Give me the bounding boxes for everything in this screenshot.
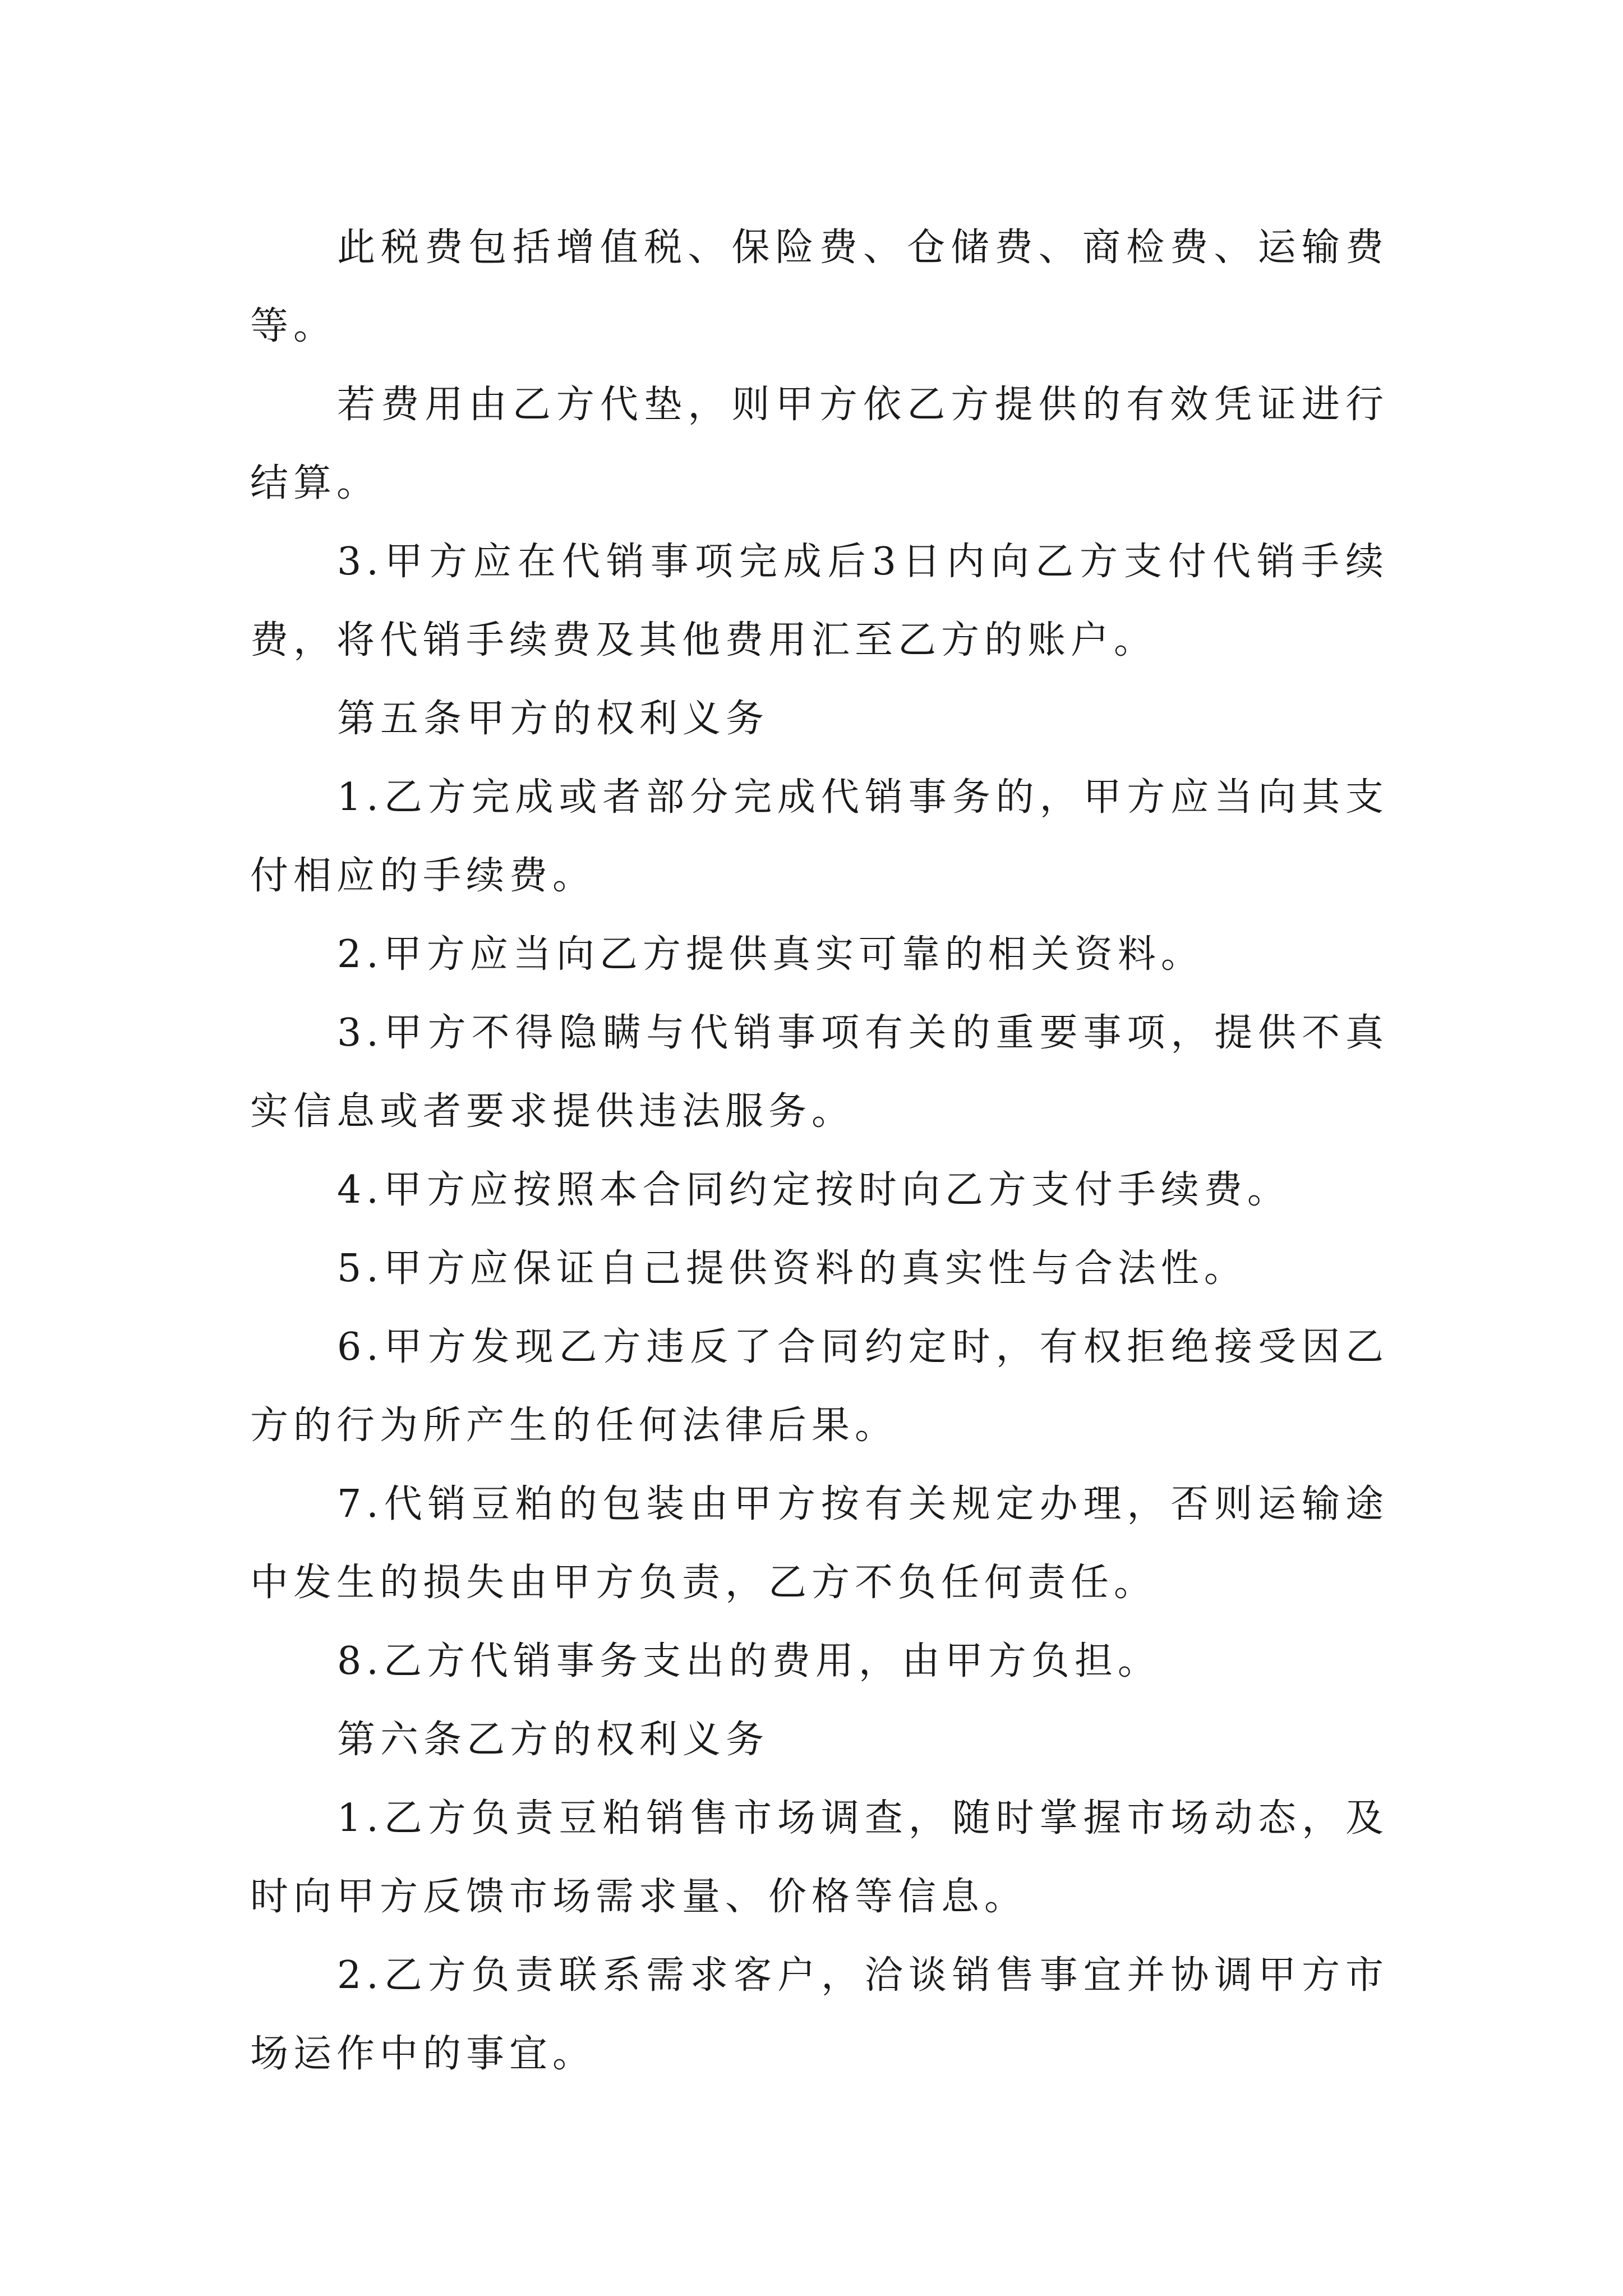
paragraph-advance-payment: 若费用由乙方代垫，则甲方依乙方提供的有效凭证进行结算。 bbox=[250, 383, 1389, 505]
paragraph-clause-5-6: 6.甲方发现乙方违反了合同约定时，有权拒绝接受因乙方的行为所产生的任何法律后果。 bbox=[250, 1325, 1389, 1448]
paragraph-clause-4-3: 3.甲方应在代销事项完成后3日内向乙方支付代销手续费，将代销手续费及其他费用汇至乙方的账户。 bbox=[250, 540, 1389, 662]
paragraph-clause-5-7: 7.代销豆粕的包装由甲方按有关规定办理，否则运输途中发生的损失由甲方负责，乙方不负任何责任。 bbox=[250, 1482, 1389, 1605]
heading-article-5: 第五条甲方的权利义务 bbox=[337, 697, 769, 741]
paragraph-clause-5-4: 4.甲方应按照本合同约定按时向乙方支付手续费。 bbox=[337, 1168, 1290, 1212]
paragraph-clause-5-5: 5.甲方应保证自己提供资料的真实性与合法性。 bbox=[337, 1246, 1247, 1291]
paragraph-clause-6-1: 1.乙方负责豆粕销售市场调查，随时掌握市场动态，及时向甲方反馈市场需求量、价格等信息。 bbox=[250, 1796, 1389, 1919]
paragraph-clause-5-8: 8.乙方代销事务支出的费用，由甲方负担。 bbox=[337, 1639, 1161, 1683]
paragraph-tax-items: 此税费包括增值税、保险费、仓储费、商检费、运输费等。 bbox=[250, 226, 1389, 348]
paragraph-clause-6-2: 2.乙方负责联系需求客户，洽谈销售事宜并协调甲方市场运作中的事宜。 bbox=[250, 1953, 1389, 2076]
paragraph-clause-5-2: 2.甲方应当向乙方提供真实可靠的相关资料。 bbox=[337, 932, 1204, 977]
document-body bbox=[250, 209, 1389, 2093]
paragraph-clause-5-3: 3.甲方不得隐瞒与代销事项有关的重要事项，提供不真实信息或者要求提供违法服务。 bbox=[250, 1011, 1389, 1134]
heading-article-6: 第六条乙方的权利义务 bbox=[337, 1718, 769, 1762]
paragraph-clause-5-1: 1.乙方完成或者部分完成代销事务的，甲方应当向其支付相应的手续费。 bbox=[250, 775, 1389, 898]
